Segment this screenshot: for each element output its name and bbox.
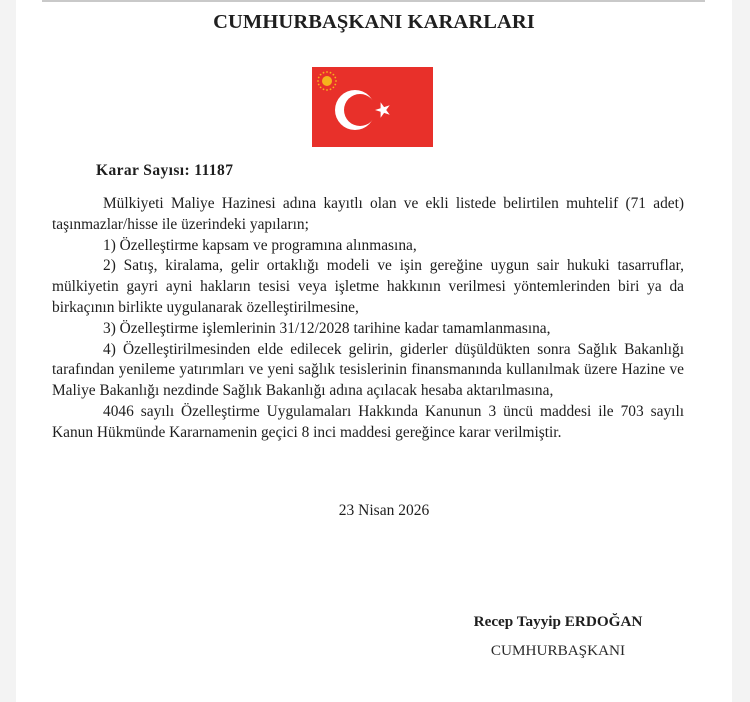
clause-4: 4) Özelleştirilmesinden elde edilecek gelirin, giderler düşüldükten sonra Sağlık Bakanlığı tarafından yenileme yatırımları ve yeni sağlık tesislerinin finansmanında kullanılmak üzere Hazine ve Maliye Bakanlığı nezdinde Sağlık Bakanlığı adına açılacak hesaba aktarılmasına, (52, 340, 684, 400)
intro-paragraph: Mülkiyeti Maliye Hazinesi adına kayıtlı olan ve ekli listede belirtilen muhtelif (71 adet) taşınmazlar/hisse ile üzerindeki yapıların; (52, 195, 684, 233)
page-title: CUMHURBAŞKANI KARARLARI (213, 11, 535, 33)
document-page (16, 0, 732, 702)
decision-date: 23 Nisan 2026 (338, 502, 430, 519)
top-divider (42, 0, 705, 2)
legal-basis-paragraph: 4046 sayılı Özelleştirme Uygulamaları Hakkında Kanunun 3 üncü maddesi ile 703 sayılı Kanun Hükmünde Kararnamenin geçici 8 inci maddesi gereğince karar verilmiştir. (52, 402, 684, 441)
clause-2: 2) Satış, kiralama, gelir ortaklığı modeli ve işin gereğine uygun sair hukuki tasarruflar, mülkiyetin gayri ayni hakların tesisi veya işletme hakkının verilmesi yöntemlerinden biri ya da birkaçının birlikte uygulanarak özelleştirilmesine, (52, 257, 684, 316)
turkish-presidential-flag-icon (312, 67, 433, 147)
signer-name: Recep Tayyip ERDOĞAN (473, 613, 643, 630)
clause-3: 3) Özelleştirme işlemlerinin 31/12/2028 tarihine kadar tamamlanmasına, (103, 319, 551, 337)
decision-body (52, 194, 684, 444)
clause-1: 1) Özelleştirme kapsam ve programına alınmasına, (103, 236, 417, 254)
signer-title: CUMHURBAŞKANI (490, 642, 626, 659)
decision-number: Karar Sayısı: 11187 (96, 162, 234, 179)
